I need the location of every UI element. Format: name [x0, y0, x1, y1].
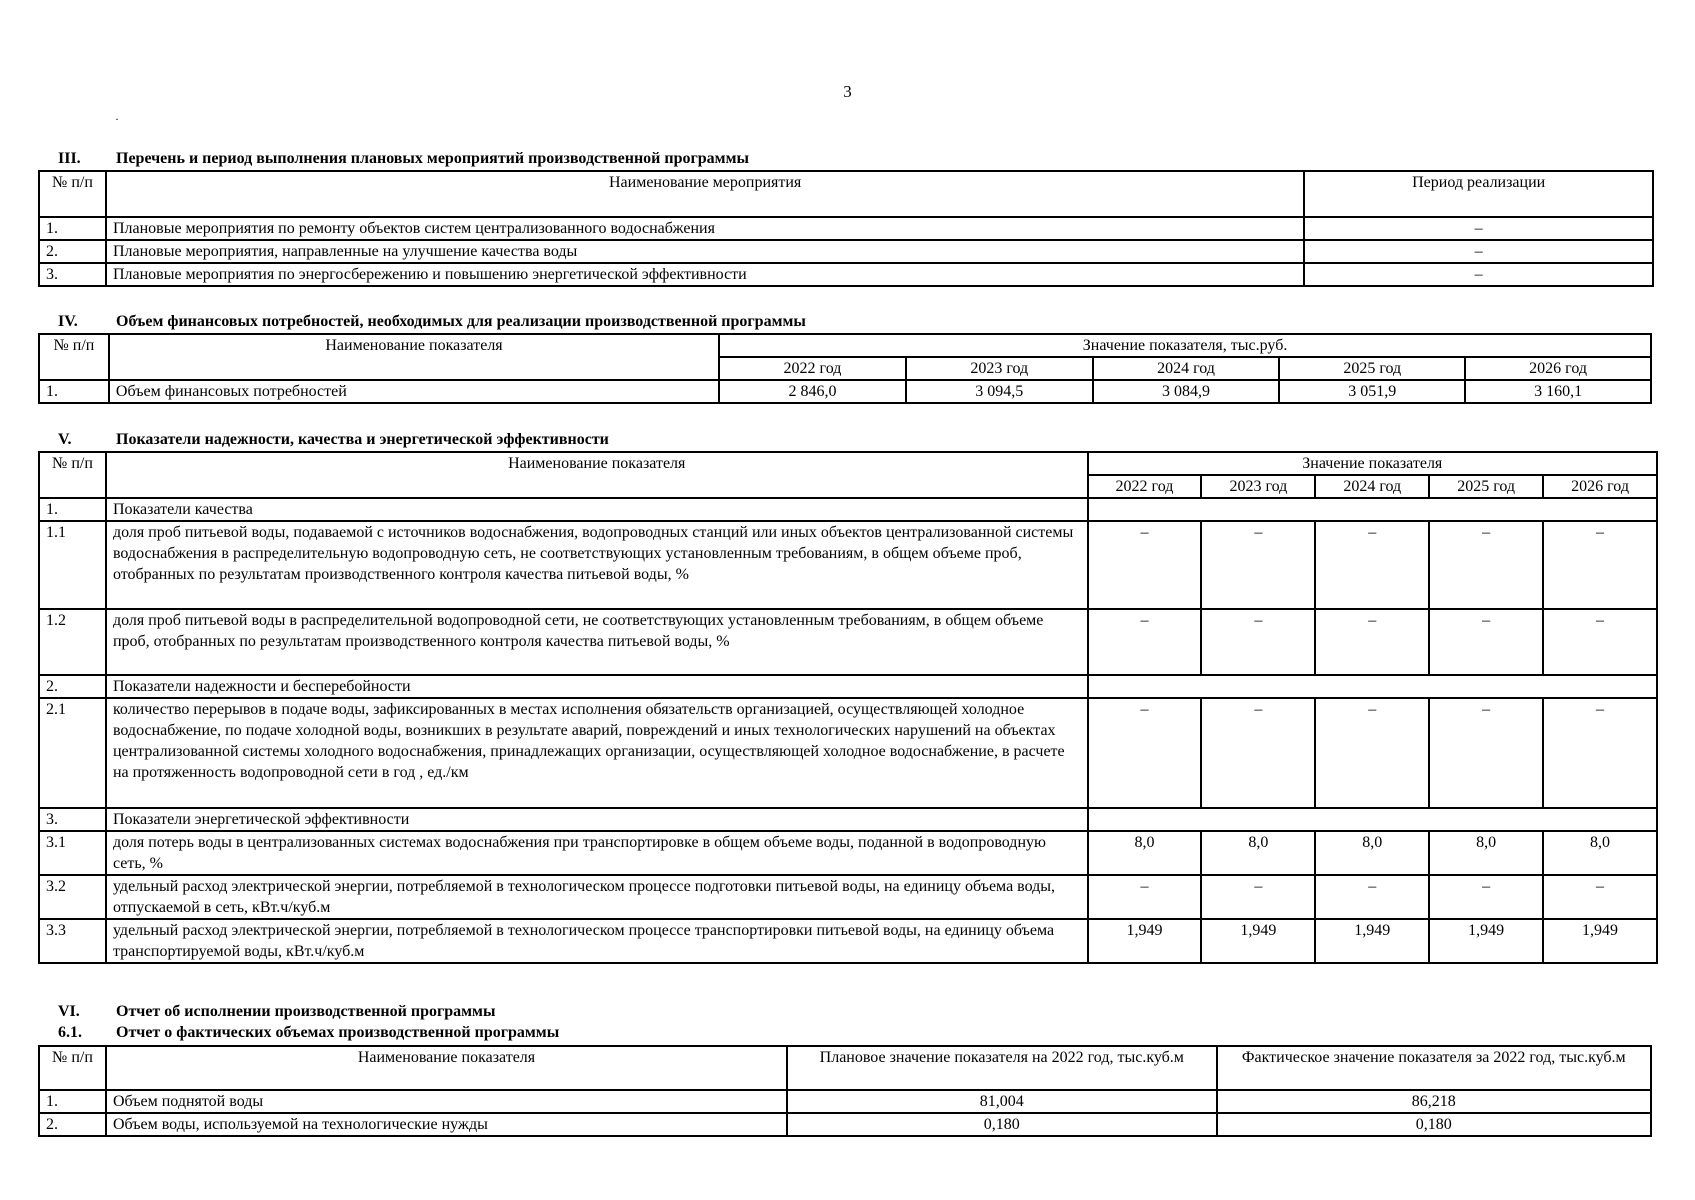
- section-6-header-row: [39, 1046, 1651, 1090]
- row-value: 3 051,9: [1279, 380, 1465, 403]
- row-number: 3.2: [39, 875, 106, 919]
- row-fact: 86,218: [1217, 1090, 1651, 1113]
- row-value: –: [1201, 698, 1315, 808]
- row-empty: [1088, 675, 1657, 698]
- group-row: [39, 808, 1657, 831]
- row-value: –: [1088, 521, 1202, 609]
- row-period: –: [1304, 217, 1653, 240]
- section-4-header-row: [39, 334, 1651, 357]
- col-plan-header: Плановое значение показателя на 2022 год, тыс.куб.м: [787, 1046, 1216, 1090]
- row-number: 3.: [39, 808, 106, 831]
- table-row: [39, 698, 1657, 808]
- row-value: 3 094,5: [906, 380, 1093, 403]
- row-number: 3.1: [39, 831, 106, 875]
- row-name: удельный расход электрической энергии, потребляемой в технологическом процессе транспортировки питьевой воды, на единицу объема транспортируемой воды, кВт.ч/куб.м: [106, 919, 1088, 963]
- row-value: –: [1543, 609, 1657, 675]
- row-number: 2.1: [39, 698, 106, 808]
- row-value: –: [1429, 875, 1543, 919]
- col-no-header: № п/п: [39, 334, 109, 380]
- section-5-header-row: [39, 452, 1657, 475]
- table-row: [39, 919, 1657, 963]
- row-name: Объем поднятой воды: [106, 1090, 787, 1113]
- table-row: [39, 263, 1653, 286]
- table-row: [39, 217, 1653, 240]
- section-3-number: III.: [58, 150, 81, 167]
- row-name: Объем воды, используемой на технологические нужды: [106, 1113, 787, 1136]
- section-6-heading: Отчет об исполнении производственной программы: [116, 1003, 496, 1020]
- row-value: 1,949: [1543, 919, 1657, 963]
- table-row: [39, 1090, 1651, 1113]
- section-3-heading: Перечень и период выполнения плановых мероприятий производственной программы: [116, 150, 749, 167]
- section-3-table: [38, 170, 1654, 287]
- year-header: 2026 год: [1465, 357, 1651, 380]
- table-row: [39, 521, 1657, 609]
- col-no-header: № п/п: [39, 452, 106, 498]
- year-header: 2023 год: [906, 357, 1093, 380]
- row-value: 8,0: [1201, 831, 1315, 875]
- col-name-header: Наименование показателя: [106, 452, 1088, 498]
- table-row: [39, 609, 1657, 675]
- row-number: 2.: [39, 240, 106, 263]
- col-name-header: Наименование показателя: [106, 1046, 787, 1090]
- group-row: [39, 675, 1657, 698]
- section-5-heading: Показатели надежности, качества и энергетической эффективности: [116, 431, 609, 448]
- row-period: –: [1304, 263, 1653, 286]
- row-name: Показатели надежности и бесперебойности: [106, 675, 1088, 698]
- row-name: Плановые мероприятия, направленные на улучшение качества воды: [106, 240, 1304, 263]
- row-plan: 81,004: [787, 1090, 1216, 1113]
- row-number: 1.: [39, 380, 109, 403]
- section-6-number: VI.: [58, 1003, 80, 1020]
- table-row: [39, 380, 1651, 403]
- section-6-title: [58, 1003, 495, 1021]
- row-value: 1,949: [1315, 919, 1429, 963]
- row-name: доля проб питьевой воды, подаваемой с источников водоснабжения, водопроводных станций или иных объектов централизованной системы водоснабжения в распределительную водопроводную сеть, не соответствующих установленным требованиям, в общем объеме проб, отобранных по результатам производственного контроля качества питьевой воды, %: [106, 521, 1088, 609]
- col-no-header: № п/п: [39, 1046, 106, 1090]
- year-header: 2023 год: [1201, 475, 1315, 498]
- row-number: 2.: [39, 675, 106, 698]
- row-fact: 0,180: [1217, 1113, 1651, 1136]
- section-3-title: [58, 150, 749, 168]
- section-5-number: V.: [58, 431, 72, 448]
- row-value: –: [1088, 609, 1202, 675]
- row-name: доля потерь воды в централизованных системах водоснабжения при транспортировке в общем объеме воды, поданной в водопроводную сеть, %: [106, 831, 1088, 875]
- row-value: 1,949: [1429, 919, 1543, 963]
- row-value: –: [1543, 698, 1657, 808]
- table-row: [39, 1113, 1651, 1136]
- year-header: 2024 год: [1093, 357, 1280, 380]
- row-number: 1.1: [39, 521, 106, 609]
- row-value: –: [1088, 698, 1202, 808]
- table-row: [39, 831, 1657, 875]
- section-4-heading: Объем финансовых потребностей, необходимых для реализации производственной программы: [116, 313, 806, 330]
- row-name: количество перерывов в подаче воды, зафиксированных в местах исполнения обязательств организацией, осуществляющей холодное водоснабжение, по подаче холодной воды, возникших в результате аварий, повреждений и иных технологических нарушений на объектах централизованной системы холодного водоснабжения, принадлежащих организации, осуществляющей холодное водоснабжение, в расчете на протяженность водопроводной сети в год , ед./км: [106, 698, 1088, 808]
- col-period-header: Период реализации: [1304, 171, 1653, 217]
- year-header: 2025 год: [1429, 475, 1543, 498]
- col-no-header: № п/п: [39, 171, 106, 217]
- row-value: 3 160,1: [1465, 380, 1651, 403]
- col-value-header: Значение показателя, тыс.руб.: [719, 334, 1651, 357]
- row-value: –: [1315, 609, 1429, 675]
- section-4-title: [58, 313, 806, 331]
- section-6-1-number: 6.1.: [58, 1024, 82, 1041]
- row-value: 3 084,9: [1093, 380, 1280, 403]
- stray-dot: ·: [115, 112, 119, 126]
- group-row: [39, 498, 1657, 521]
- section-4-table: [38, 333, 1652, 404]
- row-value: 2 846,0: [719, 380, 906, 403]
- year-header: 2025 год: [1279, 357, 1465, 380]
- row-value: –: [1429, 521, 1543, 609]
- row-value: –: [1201, 521, 1315, 609]
- section-5-title: [58, 431, 609, 449]
- row-value: –: [1201, 609, 1315, 675]
- table-row: [39, 875, 1657, 919]
- section-4-number: IV.: [58, 313, 78, 330]
- year-header: 2026 год: [1543, 475, 1657, 498]
- section-5-table: [38, 451, 1658, 964]
- row-value: –: [1315, 875, 1429, 919]
- row-value: 8,0: [1429, 831, 1543, 875]
- row-value: 8,0: [1543, 831, 1657, 875]
- year-header: 2024 год: [1315, 475, 1429, 498]
- col-name-header: Наименование мероприятия: [106, 171, 1304, 217]
- row-value: –: [1201, 875, 1315, 919]
- section-6-1-heading: Отчет о фактических объемах производственной программы: [116, 1024, 560, 1041]
- table-row: [39, 240, 1653, 263]
- section-3-header-row: [39, 171, 1653, 217]
- row-name: удельный расход электрической энергии, потребляемой в технологическом процессе подготовки питьевой воды, на единицу объема воды, отпускаемой в сеть, кВт.ч/куб.м: [106, 875, 1088, 919]
- row-value: 1,949: [1088, 919, 1202, 963]
- year-header: 2022 год: [719, 357, 906, 380]
- row-value: –: [1429, 698, 1543, 808]
- row-empty: [1088, 808, 1657, 831]
- row-number: 1.: [39, 217, 106, 240]
- row-value: 8,0: [1315, 831, 1429, 875]
- row-value: 8,0: [1088, 831, 1202, 875]
- row-name: Плановые мероприятия по ремонту объектов систем централизованного водоснабжения: [106, 217, 1304, 240]
- col-fact-header: Фактическое значение показателя за 2022 год, тыс.куб.м: [1217, 1046, 1651, 1090]
- row-number: 1.: [39, 498, 106, 521]
- row-value: –: [1315, 521, 1429, 609]
- row-name: Плановые мероприятия по энергосбережению и повышению энергетической эффективности: [106, 263, 1304, 286]
- row-number: 3.: [39, 263, 106, 286]
- row-value: –: [1088, 875, 1202, 919]
- row-value: 1,949: [1201, 919, 1315, 963]
- row-period: –: [1304, 240, 1653, 263]
- row-name: Показатели качества: [106, 498, 1088, 521]
- col-name-header: Наименование показателя: [109, 334, 719, 380]
- row-value: –: [1543, 521, 1657, 609]
- row-value: –: [1543, 875, 1657, 919]
- section-6-1-title: [58, 1024, 559, 1042]
- section-6-table: [38, 1045, 1652, 1137]
- row-name: Показатели энергетической эффективности: [106, 808, 1088, 831]
- year-header: 2022 год: [1088, 475, 1202, 498]
- row-value: –: [1315, 698, 1429, 808]
- row-value: –: [1429, 609, 1543, 675]
- row-number: 3.3: [39, 919, 106, 963]
- row-name: доля проб питьевой воды в распределительной водопроводной сети, не соответствующих установленным требованиям, в общем объеме проб, отобранных по результатам производственного контроля качества питьевой воды, %: [106, 609, 1088, 675]
- page-number: 3: [843, 82, 852, 101]
- row-number: 2.: [39, 1113, 106, 1136]
- row-number: 1.: [39, 1090, 106, 1113]
- row-name: Объем финансовых потребностей: [109, 380, 719, 403]
- row-plan: 0,180: [787, 1113, 1216, 1136]
- row-empty: [1088, 498, 1657, 521]
- col-value-header: Значение показателя: [1088, 452, 1657, 475]
- row-number: 1.2: [39, 609, 106, 675]
